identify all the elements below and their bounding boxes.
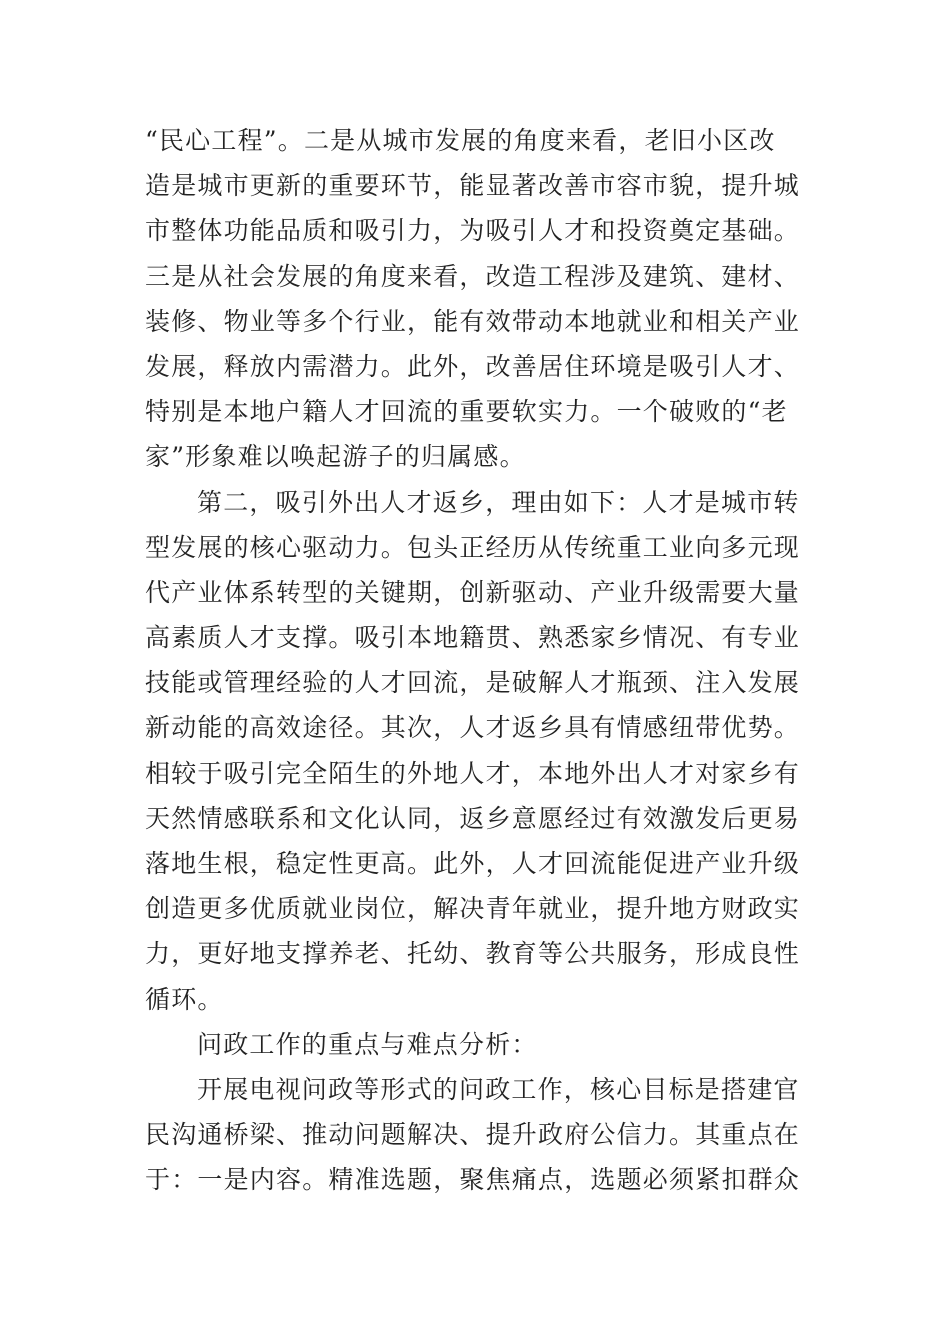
text-line: 创造更多优质就业岗位，解决青年就业，提升地方财政实 (145, 894, 801, 924)
text-line: 装修、物业等多个行业，能有效带动本地就业和相关产业 (145, 306, 801, 336)
text-line: 循环。 (145, 984, 224, 1014)
text-line: 力，更好地支撑养老、托幼、教育等公共服务，形成良性 (145, 939, 801, 969)
text-line: 家”形象难以唤起游子的归属感。 (145, 442, 526, 472)
text-line: 市整体功能品质和吸引力，为吸引人才和投资奠定基础。 (145, 216, 801, 246)
text-line: 天然情感联系和文化认同，返乡意愿经过有效激发后更易 (145, 803, 801, 833)
text-line: 三是从社会发展的角度来看，改造工程涉及建筑、建材、 (145, 261, 801, 291)
text-line: 相较于吸引完全陌生的外地人才，本地外出人才对家乡有 (145, 758, 801, 788)
text-line: 高素质人才支撑。吸引本地籍贯、熟悉家乡情况、有专业 (145, 623, 801, 653)
text-line: 发展，释放内需潜力。此外，改善居住环境是吸引人才、 (145, 351, 801, 381)
text-line: 造是城市更新的重要环节，能显著改善市容市貌，提升城 (145, 171, 801, 201)
paragraph-start-line: 开展电视问政等形式的问政工作，核心目标是搭建官 (197, 1074, 800, 1104)
text-line: 民沟通桥梁、推动问题解决、提升政府公信力。其重点在 (145, 1120, 801, 1150)
text-line: 型发展的核心驱动力。包头正经历从传统重工业向多元现 (145, 532, 801, 562)
text-line: 落地生根，稳定性更高。此外，人才回流能促进产业升级 (145, 849, 801, 878)
text-line: 代产业体系转型的关键期，创新驱动、产业升级需要大量 (145, 577, 801, 607)
section-heading-line: 问政工作的重点与难点分析： (197, 1029, 538, 1059)
text-line: “民心工程”。二是从城市发展的角度来看，老旧小区改 (145, 126, 776, 155)
text-line: 特别是本地户籍人才回流的重要软实力。一个破败的“老 (145, 397, 788, 427)
paragraph-start-line: 第二，吸引外出人才返乡，理由如下：人才是城市转 (197, 487, 800, 517)
text-line: 技能或管理经验的人才回流，是破解人才瓶颈、注入发展 (145, 668, 801, 698)
text-line: 新动能的高效途径。其次，人才返乡具有情感纽带优势。 (145, 713, 801, 743)
body-text (145, 118, 809, 1203)
text-line: 于：一是内容。精准选题，聚焦痛点，选题必须紧扣群众 (145, 1165, 801, 1195)
